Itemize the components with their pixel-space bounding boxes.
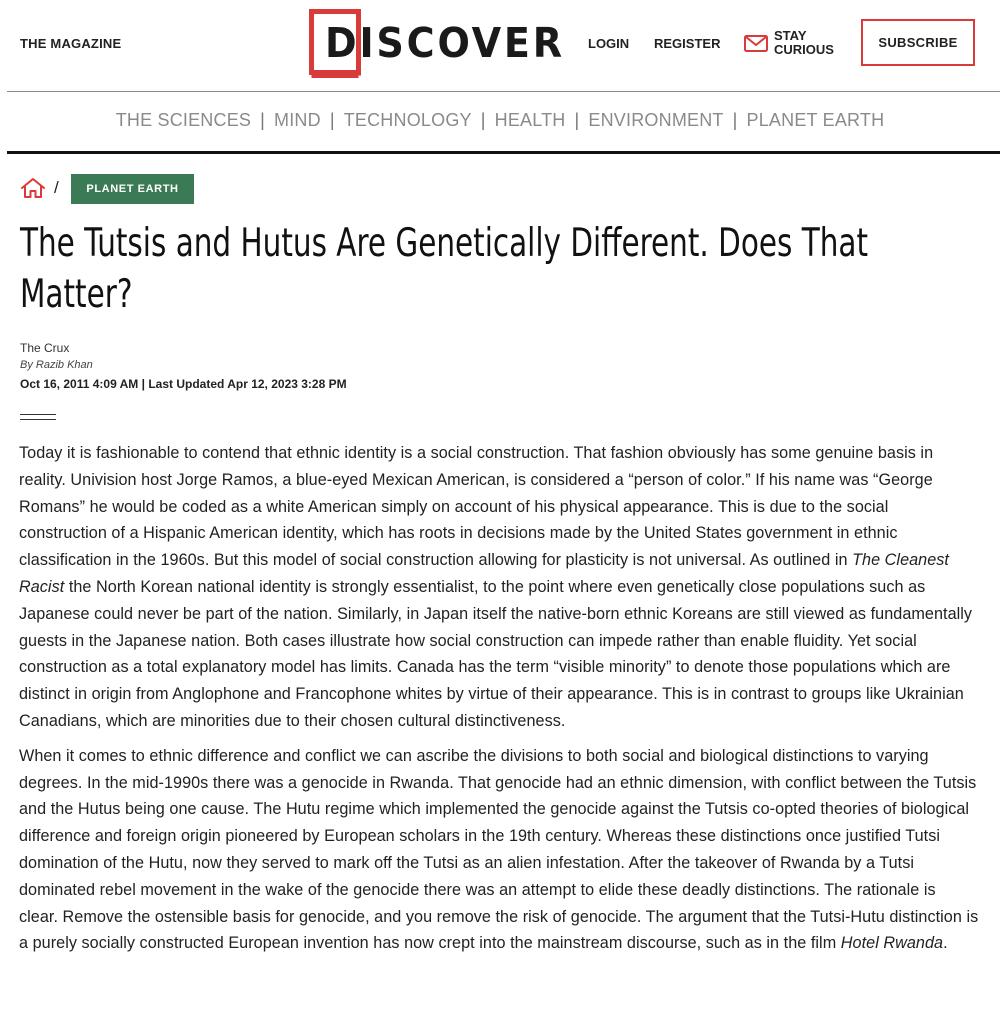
discover-logo[interactable]: [309, 9, 565, 79]
login-link[interactable]: LOGIN: [588, 36, 630, 51]
article-meta: [20, 340, 347, 394]
header-divider: [7, 91, 1000, 92]
author-byline[interactable]: By Razib Khan: [20, 359, 93, 371]
nav-separator: |: [732, 110, 738, 130]
stay-line-1: STAY: [774, 28, 807, 43]
home-icon[interactable]: [20, 177, 46, 199]
subscribe-button[interactable]: SUBSCRIBE: [861, 19, 975, 66]
category-badge[interactable]: PLANET EARTH: [71, 174, 194, 204]
the-magazine-link[interactable]: THE MAGAZINE: [20, 36, 122, 51]
breadcrumb-separator: /: [54, 178, 59, 197]
site-header: [0, 0, 1000, 90]
paragraph: [19, 743, 979, 957]
column-name[interactable]: The Crux: [20, 341, 70, 355]
paragraph-text: Today it is fashionable to contend that ethnic identity is a social construction. That fashion obviously has some genuine basis in reality. Univision host Jorge Ramos, a blue-eyed Mexican American, is considered a “person of color.” If his name was “George Romans” he would be coded as a white American simply on account of his physical appearance. This is due to the social construction of a Hispanic American identity, which has roots in decisions made by the United States government in ethnic classification in the 1960s. But this model of social construction allowing for plasticity is not universal. As outlined in: [19, 444, 934, 570]
paragraph-text: .: [943, 934, 948, 953]
nav-separator: |: [329, 110, 335, 130]
register-link[interactable]: REGISTER: [654, 36, 721, 51]
film-title: Hotel Rwanda: [840, 934, 944, 953]
nav-health[interactable]: HEALTH: [494, 110, 566, 130]
stay-line-2: CURIOUS: [774, 42, 834, 57]
meta-divider: [20, 414, 56, 420]
article-title: The Tutsis and Hutus Are Genetically Different. Does That Matter?: [20, 221, 869, 317]
article-body: [19, 440, 979, 965]
paragraph-text: When it comes to ethnic difference and conflict we can ascribe the divisions to both social and biological distinctions to varying degrees. In the mid-1990s there was a genocide in Rwanda. That genocide had an ethnic dimension, with conflict between the Tutsis and the Hutus being one cause. The Hutu regime which implemented the genocide against the Tutsis co-opted theories of biological difference and foreign origin pioneered by European scholars in the 19th century. Whereas these distinctions once justified Tutsi domination of the Hutu, now they served to mark off the Tutsi as an alien infestation. After the takeover of Rwanda by a Tutsi dominated rebel movement in the wake of the genocide there was an attempt to elide these deadly distinctions. The rationale is clear. Remove the ostensible basis for genocide, and you remove the risk of genocide. The argument that the Tutsi-Hutu distinction is a purely socially constructed European invention has now crept into the mainstream discourse, such as in the film: [19, 746, 979, 953]
nav-separator: |: [480, 110, 486, 130]
publish-date: Oct 16, 2011 4:09 AM | Last Updated Apr 12, 2023 3:28 PM: [20, 377, 347, 391]
nav-technology[interactable]: TECHNOLOGY: [343, 110, 472, 130]
logo-wordmark: DISCOVER: [325, 19, 565, 67]
mail-icon: [744, 35, 768, 52]
nav-mind[interactable]: MIND: [274, 110, 321, 130]
nav-separator: |: [260, 110, 266, 130]
paragraph: [19, 440, 979, 735]
book-title-link[interactable]: The Cleanest Racist: [19, 551, 949, 596]
nav-the-sciences[interactable]: THE SCIENCES: [115, 110, 252, 130]
nav-separator: |: [574, 110, 580, 130]
category-nav: [0, 110, 1000, 131]
paragraph-text: the North Korean national identity is strongly essentialist, to the point where even genetically close populations such as Japanese could never be part of the nation. Similarly, in Japan itself the native-born ethnic Koreans are still viewed as fundamentally guests in the Japanese nation. Both cases illustrate how social construction can impede rather than enable fluidity. Yet social construction as a total explanatory model has limits. Canada has the term “visible minority” to denote those populations which are distinct in origin from Anglophone and Francophone whites by virtue of their appearance. This is in contrast to groups like Ukrainian Canadians, which are minorities due to their chosen cultural distinctiveness.: [19, 577, 973, 730]
stay-curious-label: [774, 29, 854, 57]
nav-planet-earth[interactable]: PLANET EARTH: [746, 110, 885, 130]
nav-environment[interactable]: ENVIRONMENT: [588, 110, 724, 130]
nav-divider: [7, 151, 1000, 154]
